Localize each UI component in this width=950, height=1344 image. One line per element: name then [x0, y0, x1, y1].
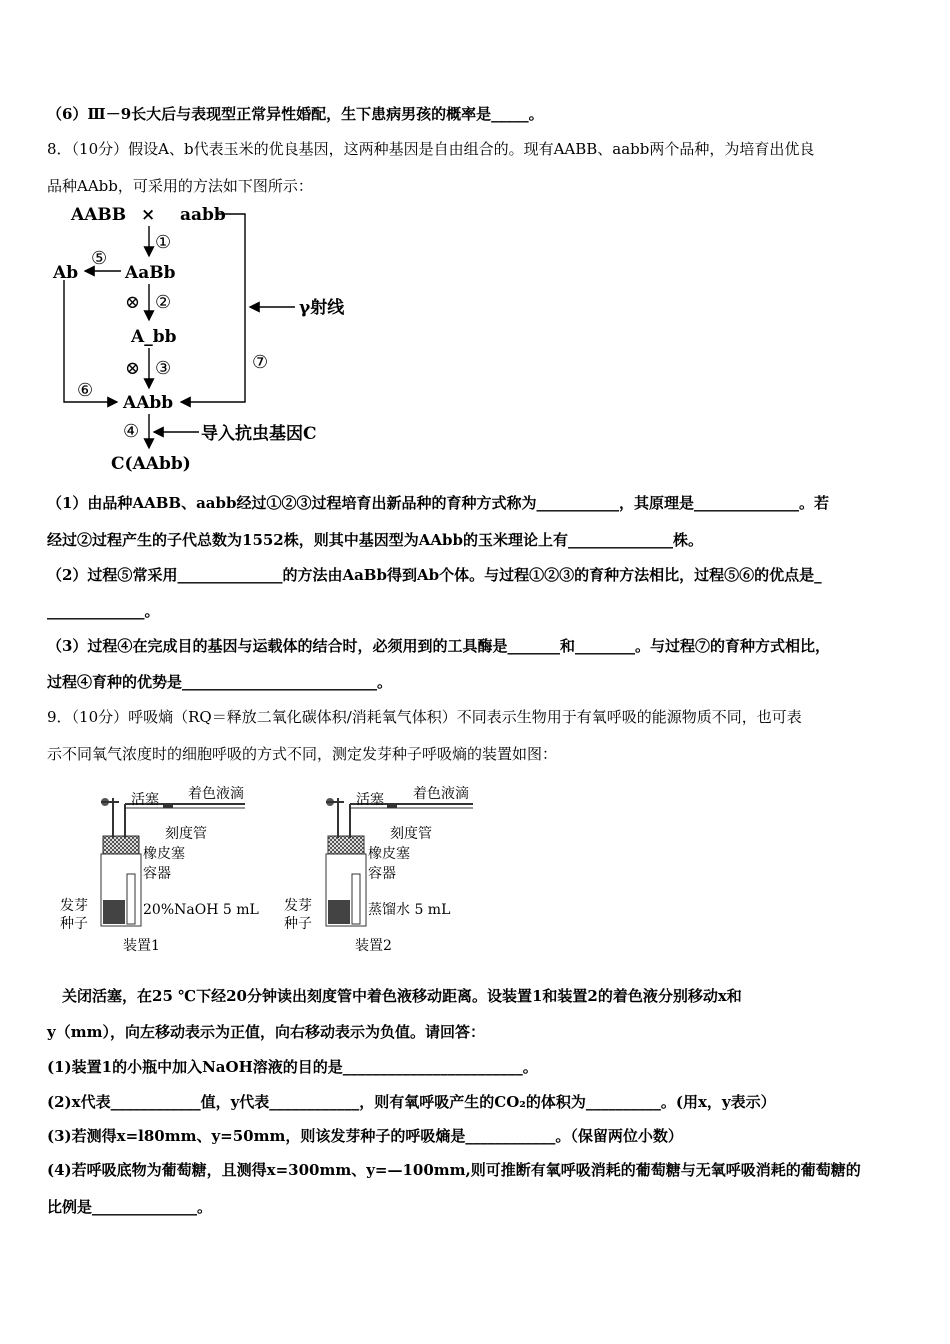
breeding-diagram: [45, 198, 365, 483]
step-2-label: ②: [155, 292, 172, 313]
question-9-line-2: 示不同氧气浓度时的细胞呼吸的方式不同，测定发芽种子呼吸熵的装置如图：: [47, 745, 558, 763]
arrow-step-7: [181, 214, 245, 402]
gamma-ray-label: γ射线: [299, 298, 345, 318]
drop-1-icon: [163, 804, 173, 808]
device-1-label: 装置1: [123, 938, 160, 954]
question-8-part-2-line-2: _____________。: [47, 602, 160, 620]
question-8-part-3-line-1: （3）过程④在完成目的基因与运载体的结合时，必须用到的工具酶是_______和________。与过程⑦的育种方式相比，: [47, 637, 830, 655]
parent-aabb-label: AABB: [71, 205, 127, 225]
ab-label: Ab: [53, 263, 79, 283]
drop-1-label: 着色液滴: [188, 786, 244, 802]
water-label: 蒸馏水 5 mL: [368, 902, 451, 918]
seeds-2-label-a: 发芽: [284, 898, 312, 914]
selfing-1-symbol: ⊗: [125, 292, 141, 313]
step-6-label: ⑥: [77, 380, 94, 401]
a-bb-label: A_bb: [131, 327, 177, 347]
question-8-part-1-line-2: 经过②过程产生的子代总数为1552株，则其中基因型为AAbb的玉米理论上有______________株。: [47, 531, 704, 549]
drop-2-icon: [387, 804, 397, 808]
step-3-label: ③: [155, 358, 172, 379]
apparatus-diagram: [55, 776, 495, 961]
drop-2-label: 着色液滴: [413, 786, 469, 802]
question-8-part-3-line-2: 过程④育种的优势是__________________________。: [47, 673, 393, 691]
question-9-intro-line-1: 关闭活塞，在25 ℃下经20分钟读出刻度管中着色液移动距离。设装置1和装置2的着色液分别移动x和: [47, 987, 742, 1005]
aabb-final-label: AAbb: [123, 393, 174, 413]
gene-import-label: 导入抗虫基因C: [201, 424, 317, 444]
scale-tube-2-label: 刻度管: [390, 826, 432, 842]
scale-tube-1-label: 刻度管: [165, 826, 207, 842]
question-9-part-4-line-1: (4)若呼吸底物为葡萄糖，且测得x=300mm、y=—100mm,则可推断有氧呼吸消耗的葡萄糖与无氧呼吸消耗的葡萄糖的: [47, 1161, 861, 1179]
naoh-label: 20%NaOH 5 mL: [143, 902, 259, 918]
question-9-part-2: (2)x代表____________值，y代表____________，则有氧呼吸产生的CO₂的体积为__________。(用x，y表示）: [47, 1093, 776, 1111]
step-4-label: ④: [123, 421, 140, 442]
f1-aabb-label: AaBb: [125, 263, 176, 283]
step-1-label: ①: [155, 232, 172, 253]
stopcock-2-label: 活塞: [356, 792, 384, 808]
container-1-label: 容器: [143, 866, 171, 882]
container-2-label: 容器: [368, 866, 396, 882]
text-line-1: （6）Ⅲ－9长大后与表现型正常异性婚配，生下患病男孩的概率是_____。: [47, 105, 544, 123]
seeds-1-label-b: 种子: [60, 916, 88, 932]
question-9-part-3: (3)若测得x=l80mm、y=50mm，则该发芽种子的呼吸熵是____________。（保留两位小数）: [47, 1127, 683, 1145]
seeds-2-label-b: 种子: [284, 916, 312, 932]
cross-symbol: ×: [141, 205, 156, 225]
question-8-part-2-line-1: （2）过程⑤常采用______________的方法由AaBb得到Ab个体。与过程①②③的育种方法相比，过程⑤⑥的优点是_: [47, 566, 822, 584]
step-5-label: ⑤: [91, 248, 108, 269]
parent-aabb2-label: aabb: [180, 205, 226, 225]
c-aabb-label: C(AAbb): [111, 454, 191, 474]
stopper-2-label: 橡皮塞: [368, 846, 410, 862]
stopper-2-icon: [328, 836, 364, 854]
question-9-part-4-line-2: 比例是______________。: [47, 1198, 213, 1216]
device-2-label: 装置2: [355, 938, 392, 954]
stopcock-1-label: 活塞: [131, 792, 159, 808]
stopper-1-icon: [103, 836, 139, 854]
question-8-line-1: 8．（10分）假设A、b代表玉米的优良基因，这两种基因是自由组合的。现有AABB、aabb两个品种，为培育出优良: [47, 140, 815, 158]
question-9-line-1: 9．（10分）呼吸熵（RQ＝释放二氧化碳体积/消耗氧气体积）不同表示生物用于有氧呼吸的能源物质不同，也可表: [47, 708, 802, 726]
question-8-line-2: 品种AAbb，可采用的方法如下图所示：: [47, 177, 313, 195]
seeds-1-label-a: 发芽: [60, 898, 88, 914]
selfing-2-symbol: ⊗: [125, 358, 141, 379]
step-7-label: ⑦: [252, 352, 269, 373]
stopper-1-label: 橡皮塞: [143, 846, 185, 862]
question-9-intro-line-2: y（mm），向左移动表示为正值，向右移动表示为负值。请回答：: [47, 1023, 485, 1041]
question-8-part-1-line-1: （1）由品种AABB、aabb经过①②③过程培育出新品种的育种方式称为___________，其原理是______________。若: [47, 494, 829, 512]
question-9-part-1: (1)装置1的小瓶中加入NaOH溶液的目的是________________________。: [47, 1058, 538, 1076]
